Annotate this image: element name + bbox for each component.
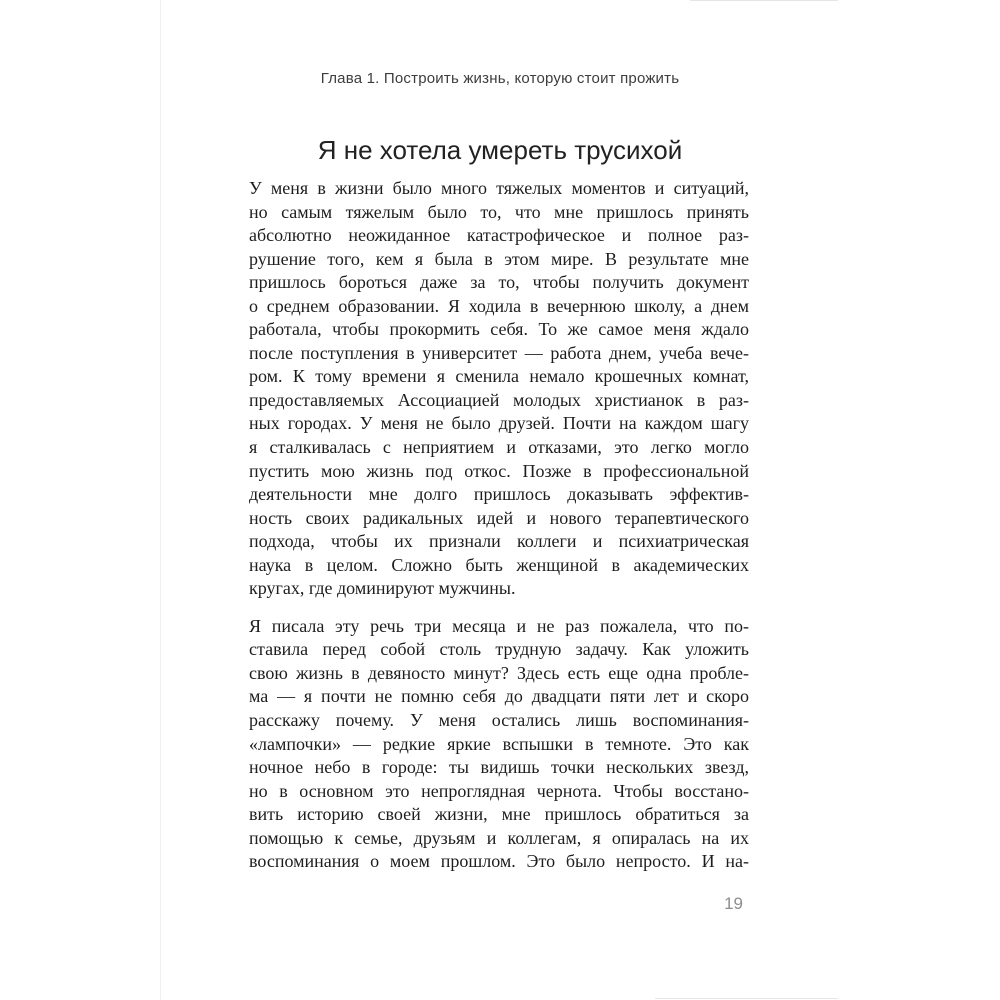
text-line: «лампочки» — редкие яркие вспышки в темноте. Это как: [249, 733, 749, 754]
scan-artifact-top: [690, 0, 838, 1]
text-line: но самым тяжелым было то, что мне пришлось принять: [249, 201, 749, 222]
text-line: абсолютно неожиданное катастрофическое и полное раз-: [249, 225, 749, 246]
page-number: 19: [724, 894, 743, 913]
text-line: пришлось бороться даже за то, чтобы получить документ: [249, 272, 749, 293]
text-line: свою жизнь в девяносто минут? Здесь есть еще одна пробле-: [249, 662, 749, 683]
text-line: деятельности мне долго пришлось доказывать эффектив-: [249, 484, 749, 505]
body-text: [249, 177, 749, 874]
text-line: помощью к семье, друзьям и коллегам, я опиралась на их: [249, 827, 749, 848]
text-line: подхода, чтобы их признали коллеги и психиатрическая: [249, 531, 749, 552]
text-line: после поступления в университет — работа днем, учеба вече-: [249, 342, 749, 363]
text-line: кругах, где доминируют мужчины.: [249, 578, 516, 599]
text-line: ность своих радикальных идей и нового терапевтического: [249, 507, 749, 528]
text-line: но в основном это непроглядная чернота. Чтобы восстано-: [249, 780, 749, 801]
text-line: расскажу почему. У меня остались лишь воспоминания-: [249, 710, 749, 731]
text-line: работала, чтобы прокормить себя. То же самое меня ждало: [249, 319, 749, 340]
paragraph: [249, 615, 749, 874]
text-line: У меня в жизни было много тяжелых моментов и ситуаций,: [249, 178, 749, 198]
running-head: Глава 1. Построить жизнь, которую стоит прожить: [320, 70, 680, 87]
text-line: я сталкивалась с неприятием и отказами, это легко могло: [249, 437, 749, 458]
section-title: Я не хотела умереть трусихой: [317, 135, 683, 165]
text-line: вить историю своей жизни, мне пришлось обратиться за: [249, 804, 749, 825]
text-line: воспоминания о моем прошлом. Это было непросто. И на-: [249, 851, 749, 872]
text-line: ром. К тому времени я сменила немало крошечных комнат,: [249, 366, 749, 387]
text-line: рушение того, кем я была в этом мире. В результате мне: [249, 248, 749, 269]
text-line: ных городах. У меня не было друзей. Почти на каждом шагу: [249, 413, 749, 434]
text-line: Я писала эту речь три месяца и не раз пожалела, что по-: [249, 615, 749, 636]
text-line: предоставляемых Ассоциацией молодых христианок в раз-: [249, 389, 749, 410]
paragraph: [249, 177, 749, 601]
text-line: ма — я почти не помню себя до двадцати пяти лет и скоро: [249, 686, 749, 707]
text-line: ночное небо в городе: ты видишь точки нескольких звезд,: [249, 757, 749, 778]
scan-artifact-bottom: [655, 998, 838, 999]
text-line: о среднем образовании. Я ходила в вечернюю школу, а днем: [249, 295, 749, 316]
text-line: ставила перед собой столь трудную задачу. Как уложить: [249, 639, 749, 660]
text-line: пустить мою жизнь под откос. Позже в профессиональной: [249, 460, 749, 481]
text-line: наука в целом. Сложно быть женщиной в академических: [249, 554, 749, 575]
